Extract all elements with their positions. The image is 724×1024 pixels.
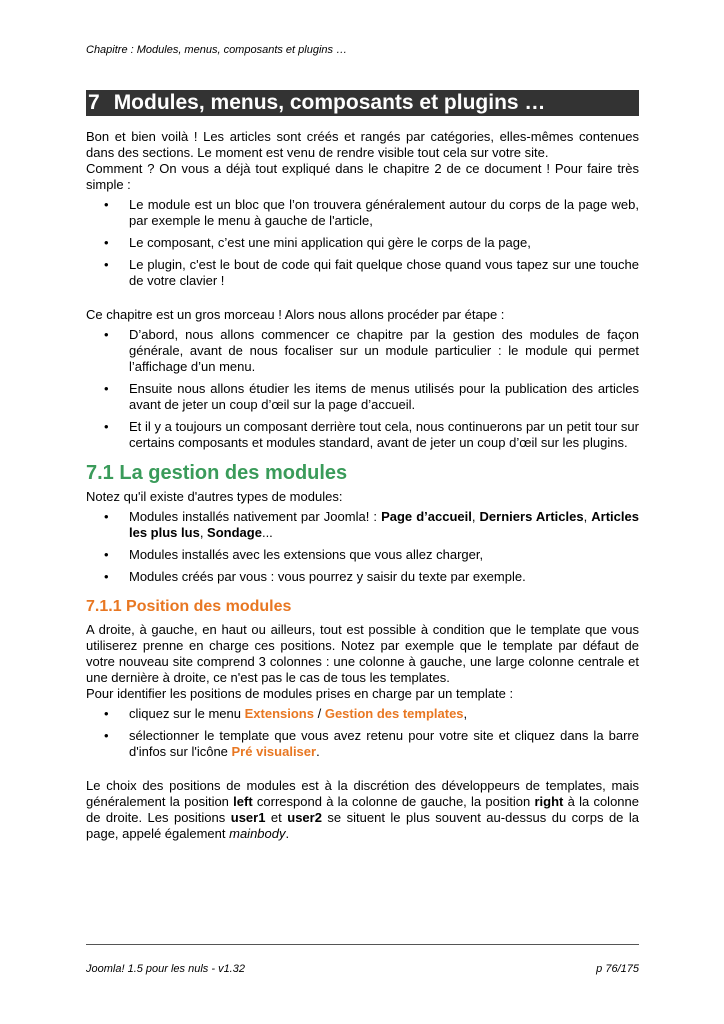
bold-term: right (534, 794, 564, 809)
footer-divider (86, 944, 639, 945)
text: / (313, 706, 325, 721)
list-item (86, 728, 639, 760)
intro-paragraph-2: Comment ? On vous a déjà tout expliqué dans le chapitre 2 de ce document ! Pour faire très simple : (86, 161, 639, 192)
intro-paragraph-3: Ce chapitre est un gros morceau ! Alors nous allons procéder par étape : (86, 307, 505, 322)
menu-reference-extensions: Extensions (244, 706, 314, 721)
text: Le choix des positions de modules est à la discrétion des développeurs de templates, mais généralement la position (86, 778, 639, 809)
list-item: • Modules créés par vous : vous pourrez y saisir du texte par exemple. (86, 569, 639, 585)
section-7-1-1-paragraph-1: A droite, à gauche, en haut ou ailleurs, tout est possible à condition que le template que vous utiliserez prenne en charge ces positions. Notez par exemple que le template par défaut de votre nouveau site comprend 3 colonnes : une colonne à gauche, une large colonne centrale et une dernière à droite, ce n'est pas le cas de tous les templates. (86, 622, 639, 685)
text: à la colonne de droite. Les positions (86, 794, 639, 825)
text: se situent le plus souvent au-dessus du corps de la page, appelé également (86, 810, 639, 841)
list-item (86, 706, 639, 722)
text: , (463, 706, 468, 721)
running-head: Chapitre : Modules, menus, composants et plugins … (86, 44, 348, 56)
page-number: p 76/175 (596, 963, 639, 975)
chapter-number: 7 (88, 91, 100, 114)
list-item: • Le composant, c’est une mini application qui gère le corps de la page, (86, 235, 639, 251)
bold-term: Sondage (207, 525, 262, 540)
text: cliquez sur le menu (129, 706, 245, 721)
list-item: • Ensuite nous allons étudier les items de menus utilisés pour la publication des articles avant de jeter un coup d’œil sur la page d’accueil. (86, 381, 639, 413)
section-heading-7-1: 7.1 La gestion des modules (86, 462, 348, 484)
bold-term: Derniers Articles (479, 509, 584, 524)
text: , (583, 509, 592, 524)
text: sélectionner le template que vous avez retenu pour votre site et cliquez dans la barre d'infos sur l'icône (129, 728, 639, 759)
bold-term: user2 (287, 810, 322, 825)
text: Modules installés nativement par Joomla! : (129, 509, 382, 524)
list-item (86, 509, 639, 541)
list-item: • Modules installés avec les extensions que vous allez charger, (86, 547, 639, 563)
italic-term: mainbody (229, 826, 286, 841)
bold-term: Page d’accueil (381, 509, 472, 524)
text: . (285, 826, 290, 841)
list-item: • Le module est un bloc que l’on trouvera généralement autour du corps de la page web, par exemple le menu à gauche de l'article, (86, 197, 639, 229)
chapter-title (86, 90, 639, 116)
bold-term: left (233, 794, 253, 809)
list-item: • Le plugin, c'est le bout de code qui fait quelque chose quand vous tapez sur une touche de votre clavier ! (86, 257, 639, 289)
text: ... (261, 525, 273, 540)
text: correspond à la colonne de gauche, la position (252, 794, 535, 809)
module-types-list (86, 509, 639, 585)
preview-reference: Pré visualiser (231, 744, 317, 759)
text: . (316, 744, 320, 759)
intro-paragraph-1: Bon et bien voilà ! Les articles sont créés et rangés par catégories, elles-mêmes contenues dans des sections. Le moment est venu de rendre visible tout cela sur votre site. (86, 129, 639, 160)
section-heading-7-1-1: 7.1.1 Position des modules (86, 598, 292, 615)
menu-reference-templates: Gestion des templates (324, 706, 464, 721)
section-7-1-1-paragraph-3 (86, 778, 639, 842)
template-steps-list (86, 706, 639, 760)
section-7-1-1-paragraph-2: Pour identifier les positions de modules prises en charge par un template : (86, 686, 514, 701)
bold-term: user1 (230, 810, 266, 825)
text: , (471, 509, 480, 524)
text: , (199, 525, 208, 540)
text: et (265, 810, 288, 825)
footer-title: Joomla! 1.5 pour les nuls - v1.32 (86, 963, 245, 975)
intro-list (86, 197, 639, 289)
bold-term: Articles les plus lus (129, 509, 639, 540)
section-7-1-paragraph: Notez qu'il existe d'autres types de modules: (86, 489, 343, 504)
page-content (86, 129, 639, 842)
chapter-title-text: Modules, menus, composants et plugins … (113, 91, 546, 114)
list-item: • D’abord, nous allons commencer ce chapitre par la gestion des modules de façon générale, avant de nous focaliser sur un module particulier : le module qui permet l’affichage d’un menu. (86, 327, 639, 375)
list-item: • Et il y a toujours un composant derrière tout cela, nous continuerons par un petit tour sur certains composants et modules standard, avant de jeter un coup d’œil sur les plugins. (86, 419, 639, 451)
steps-list (86, 327, 639, 451)
